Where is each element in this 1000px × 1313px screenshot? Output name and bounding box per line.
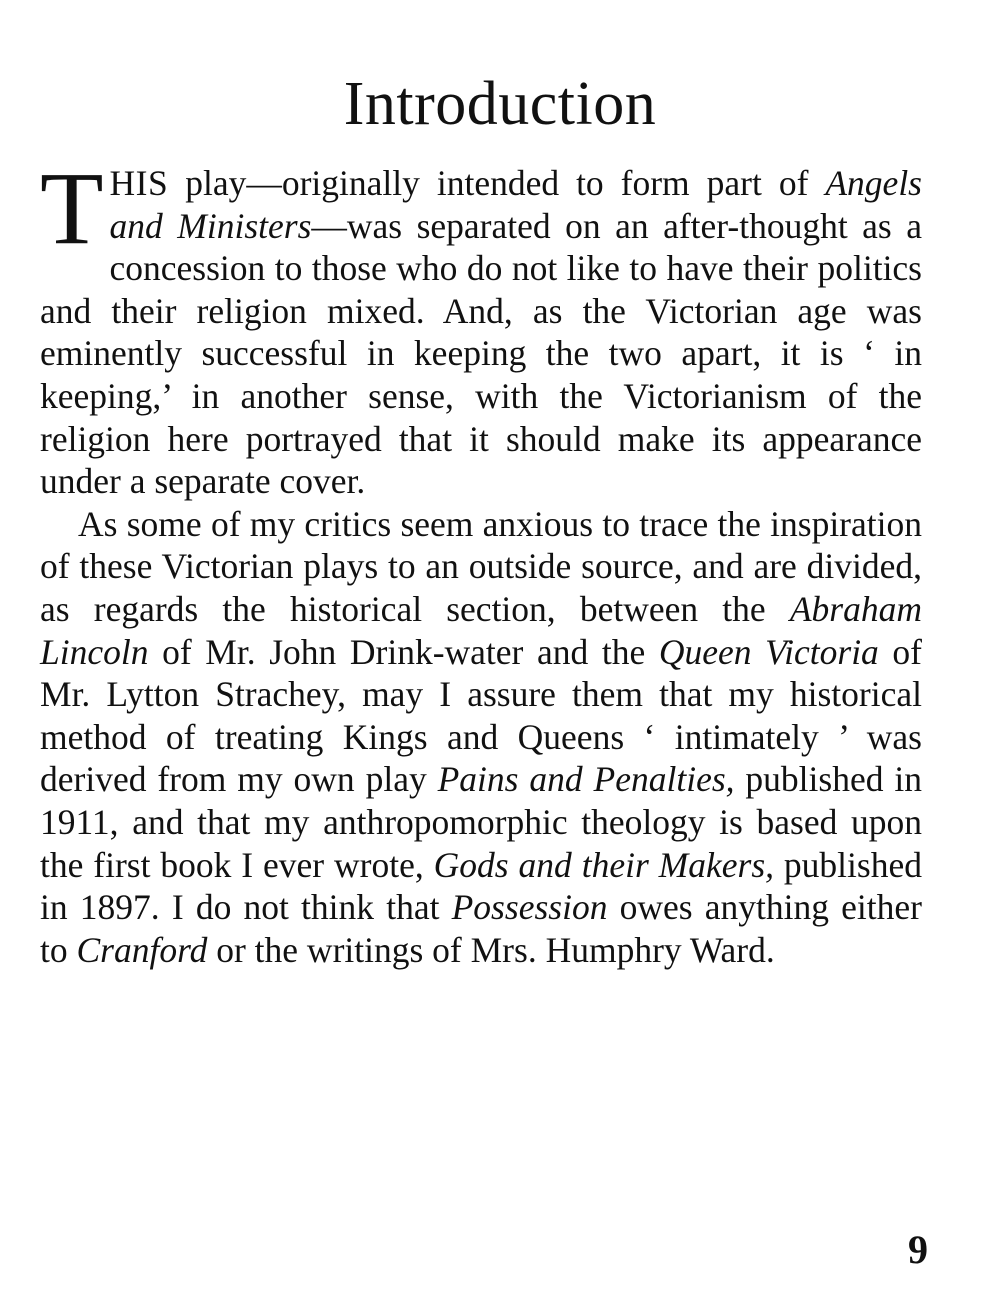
- introduction-body: [40, 151, 922, 971]
- paragraph-2-text-5: published in 1897. I do not think that: [40, 844, 922, 928]
- page-title: Introduction: [343, 70, 657, 138]
- page-number: 9: [908, 1227, 928, 1272]
- paragraph-2-text-1: As some of my critics seem anxious to trace the inspiration of these Victorian plays to an outside source, and are divided, as regards the historical section, between the: [40, 503, 922, 629]
- paragraph-1-text-1: play—originally intended to form part of: [168, 163, 826, 203]
- title-queen-victoria: Queen Victoria: [658, 631, 879, 672]
- drop-cap: T: [40, 151, 104, 266]
- paragraph-2-text-6: owes anything either to: [40, 887, 922, 970]
- paragraph-2-text-2: of Mr. John Drink-water and the: [148, 631, 659, 672]
- paragraph-1: [40, 151, 922, 503]
- title-abraham-lincoln: Abraham Lincoln: [40, 588, 922, 672]
- paragraph-2-text-7: or the writings of Mrs. Humphry Ward.: [207, 929, 775, 970]
- title-possession: Possession: [451, 887, 608, 928]
- title-angels-and-ministers: Angels and Ministers: [109, 163, 922, 246]
- title-gods-and-their-makers: Gods and their Makers,: [433, 844, 775, 885]
- lead-caps: HIS: [109, 163, 169, 203]
- title-pains-and-penalties: Pains and Penalties,: [437, 759, 735, 800]
- paragraph-2: [40, 503, 922, 972]
- paragraph-2-text-3: of Mr. Lytton Strachey, may I assure them that my historical method of treating Kings and Queens ‘ intimately ’ was derived from my own play: [40, 631, 922, 800]
- paragraph-2-text-4: published in 1911, and that my anthropomorphic theology is based upon the first book I ever wrote,: [40, 759, 922, 885]
- paragraph-1-text-2: —was separated on an after-thought as a concession to those who do not like to have their politics and their religion mixed. And, as the Victorian age was eminently successful in keeping the two apart, it is ‘ in keeping,’ in another sense, with the Victorianism of the religion here portrayed that it should make its appearance under a separate cover.: [40, 205, 922, 502]
- title-cranford: Cranford: [76, 929, 208, 970]
